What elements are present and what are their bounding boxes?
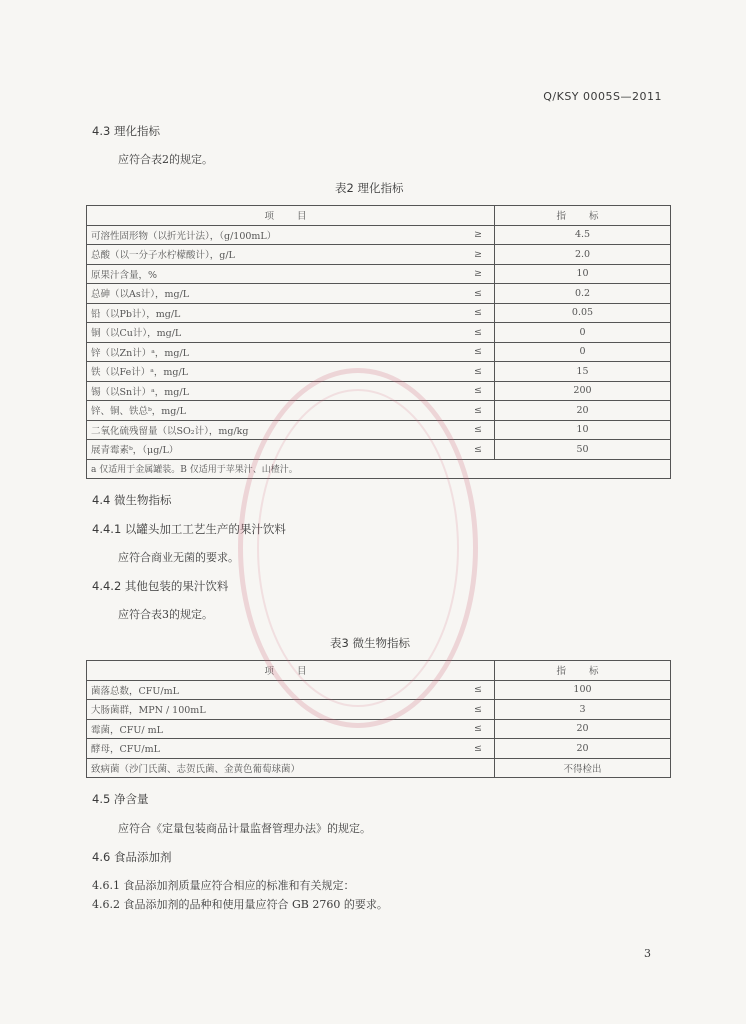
table3-operator-cell: ≤ xyxy=(387,719,495,739)
section-4-6-1: 4.6.1 食品添加剂质量应符合相应的标准和有关规定： xyxy=(92,879,355,892)
section-4-4-1-heading: 4.4.1 以罐头加工工艺生产的果汁饮料 xyxy=(92,522,286,536)
table2-operator-cell: ≥ xyxy=(413,245,495,265)
table2-operator-cell: ≤ xyxy=(413,303,495,323)
section-4-3-text: 应符合表2的规定。 xyxy=(118,153,213,166)
table2-value-cell: 0.2 xyxy=(495,284,671,304)
section-4-5-text: 应符合《定量包装商品计量监督管理办法》的规定。 xyxy=(118,822,371,835)
section-4-4-1-text: 应符合商业无菌的要求。 xyxy=(118,551,239,564)
table3-header-value: 指 标 xyxy=(495,661,671,681)
table3-item-cell: 大肠菌群，MPN / 100mL xyxy=(87,700,387,720)
table2-operator-cell: ≤ xyxy=(413,440,495,460)
table2-row xyxy=(87,420,671,440)
section-4-5-heading: 4.5 净含量 xyxy=(92,792,149,806)
table3-operator-cell: ≤ xyxy=(387,680,495,700)
table2-value-cell: 200 xyxy=(495,381,671,401)
table2-value-cell: 20 xyxy=(495,401,671,421)
table2-row xyxy=(87,245,671,265)
table2-operator-cell: ≤ xyxy=(413,323,495,343)
table3-item-cell: 菌落总数，CFU/mL xyxy=(87,680,387,700)
page-number: 3 xyxy=(644,947,651,960)
table2-operator-cell: ≤ xyxy=(413,401,495,421)
table2-operator-cell: ≤ xyxy=(413,420,495,440)
table2-value-cell: 50 xyxy=(495,440,671,460)
table2-row xyxy=(87,342,671,362)
table2-note-row xyxy=(87,459,671,479)
table2-caption: 表2 理化指标 xyxy=(335,181,404,195)
table3-operator-cell: ≤ xyxy=(387,739,495,759)
document-code: Q/KSY 0005S—2011 xyxy=(543,90,662,103)
table2-item-cell: 铅（以Pb计），mg/L xyxy=(87,303,413,323)
table3-value-cell: 100 xyxy=(495,680,671,700)
table3-row xyxy=(87,719,671,739)
table3-value-cell: 20 xyxy=(495,739,671,759)
table2-row xyxy=(87,440,671,460)
table3-row xyxy=(87,680,671,700)
table3-row xyxy=(87,739,671,759)
table2-row xyxy=(87,381,671,401)
table2-item-cell: 总砷（以As计），mg/L xyxy=(87,284,413,304)
table2-item-cell: 二氧化硫残留量（以SO₂计），mg/kg xyxy=(87,420,413,440)
section-4-3-heading: 4.3 理化指标 xyxy=(92,124,160,138)
table3-header-row xyxy=(87,661,671,681)
table2-value-cell: 0.05 xyxy=(495,303,671,323)
section-4-4-2-text: 应符合表3的规定。 xyxy=(118,608,213,621)
table2-value-cell: 0 xyxy=(495,342,671,362)
table2-operator-cell: ≤ xyxy=(413,362,495,382)
table2-operator-cell: ≤ xyxy=(413,342,495,362)
table2-value-cell: 0 xyxy=(495,323,671,343)
table2-value-cell: 15 xyxy=(495,362,671,382)
table2 xyxy=(86,205,671,479)
table2-operator-cell: ≤ xyxy=(413,284,495,304)
table3-caption: 表3 微生物指标 xyxy=(330,636,410,650)
table2-item-cell: 总酸（以一分子水柠檬酸计），g/L xyxy=(87,245,413,265)
table2-row xyxy=(87,401,671,421)
section-4-6-heading: 4.6 食品添加剂 xyxy=(92,850,172,864)
table2-value-cell: 10 xyxy=(495,420,671,440)
table3-item-cell: 致病菌（沙门氏菌、志贺氏菌、金黄色葡萄球菌） xyxy=(87,758,387,778)
section-4-4-2-heading: 4.4.2 其他包装的果汁饮料 xyxy=(92,579,229,593)
table2-item-cell: 可溶性固形物（以折光计法），（g/100mL） xyxy=(87,225,413,245)
table3-value-cell: 3 xyxy=(495,700,671,720)
table2-operator-cell: ≥ xyxy=(413,225,495,245)
table2-item-cell: 原果汁含量，% xyxy=(87,264,413,284)
table2-value-cell: 2.0 xyxy=(495,245,671,265)
table2-operator-cell: ≤ xyxy=(413,381,495,401)
table2-row xyxy=(87,264,671,284)
table3-operator-cell: ≤ xyxy=(387,700,495,720)
table2-value-cell: 4.5 xyxy=(495,225,671,245)
table3-item-cell: 霉菌，CFU/ mL xyxy=(87,719,387,739)
table2-item-cell: 锡（以Sn计）ᵃ，mg/L xyxy=(87,381,413,401)
table2-item-cell: 铁（以Fe计）ᵃ，mg/L xyxy=(87,362,413,382)
table2-header-item: 项 目 xyxy=(87,206,495,226)
table3-row xyxy=(87,758,671,778)
table3-value-cell: 20 xyxy=(495,719,671,739)
table2-header-row xyxy=(87,206,671,226)
section-4-4-heading: 4.4 微生物指标 xyxy=(92,493,172,507)
table3-row xyxy=(87,700,671,720)
table3-item-cell: 酵母，CFU/mL xyxy=(87,739,387,759)
table2-item-cell: 展青霉素ᵇ，（μg/L） xyxy=(87,440,413,460)
table2-item-cell: 锌（以Zn计）ᵃ，mg/L xyxy=(87,342,413,362)
table2-row xyxy=(87,323,671,343)
table3-operator-cell xyxy=(387,758,495,778)
table2-row xyxy=(87,362,671,382)
table2-value-cell: 10 xyxy=(495,264,671,284)
table2-item-cell: 铜（以Cu计），mg/L xyxy=(87,323,413,343)
table2-row xyxy=(87,284,671,304)
table2-row xyxy=(87,225,671,245)
table2-header-value: 指 标 xyxy=(495,206,671,226)
table2-row xyxy=(87,303,671,323)
table3-value-cell: 不得检出 xyxy=(495,758,671,778)
table3-header-item: 项 目 xyxy=(87,661,495,681)
section-4-6-2: 4.6.2 食品添加剂的品种和使用量应符合 GB 2760 的要求。 xyxy=(92,898,388,911)
table2-operator-cell: ≥ xyxy=(413,264,495,284)
table2-item-cell: 锌、铜、铁总ᵇ，mg/L xyxy=(87,401,413,421)
table3 xyxy=(86,660,671,778)
table2-footnote: a 仅适用于金属罐装。B 仅适用于苹果汁、山楂汁。 xyxy=(87,459,671,479)
